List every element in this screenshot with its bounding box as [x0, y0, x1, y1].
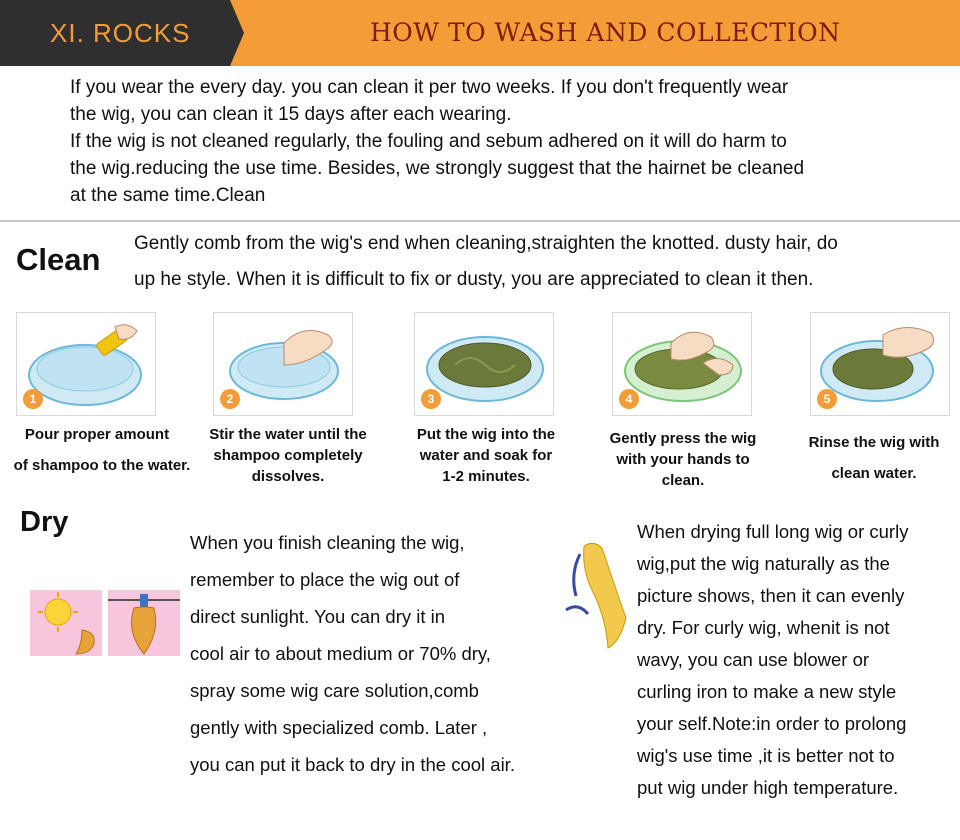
step-5-image [810, 312, 950, 416]
dry-right-line: picture shows, then it can evenly [637, 585, 905, 606]
dry-left-line: direct sunlight. You can dry it in [190, 606, 446, 627]
step-1-label-line: of shampoo to the water. [13, 457, 191, 474]
dry-left-line: spray some wig care solution,comb [190, 680, 479, 701]
intro-line: at the same time.Clean [70, 185, 266, 206]
intro-line: If the wig is not cleaned regularly, the fouling and sebum adhered on it will do harm to [70, 131, 787, 152]
dry-right-line: your self.Note:in order to prolong [637, 713, 907, 734]
step-2-label [188, 424, 388, 487]
step-2-image [213, 312, 353, 416]
step-2-label-line: dissolves. [251, 468, 325, 485]
step-4-label [583, 428, 783, 491]
step-4-badge: 4 [619, 389, 639, 409]
dry-left-line: When you finish cleaning the wig, [190, 532, 465, 553]
step-1-image [16, 312, 156, 416]
sun-and-hanging-wig-icon [30, 590, 180, 656]
dry-right-line: wavy, you can use blower or [637, 649, 870, 670]
dry-left-line: you can put it back to dry in the cool air. [190, 754, 515, 775]
step-5-label-line: Rinse the wig with [808, 434, 940, 451]
long-wig-illustration [560, 540, 630, 650]
step-2-label-line: Stir the water until the [209, 426, 367, 443]
brand-name: XI. ROCKS [50, 18, 191, 48]
step-2-badge: 2 [220, 389, 240, 409]
dry-right-line: wig's use time ,it is better not to [637, 745, 895, 766]
step-4-image [612, 312, 752, 416]
step-5-badge: 5 [817, 389, 837, 409]
step-4-label-line: Gently press the wig [609, 430, 757, 447]
dry-left-line: remember to place the wig out of [190, 569, 460, 590]
step-2-label-line: shampoo completely [213, 447, 363, 464]
dry-right-line: dry. For curly wig, whenit is not [637, 617, 890, 638]
dry-right-line: When drying full long wig or curly [637, 521, 909, 542]
step-3-label-line: 1-2 minutes. [442, 468, 530, 485]
step-1-badge: 1 [23, 389, 43, 409]
dry-right-line: curling iron to make a new style [637, 681, 897, 702]
clean-desc-line: up he style. When it is difficult to fix or dusty, you are appreciated to clean it then. [134, 269, 814, 290]
step-1-label [2, 424, 202, 476]
clean-description [134, 226, 934, 298]
step-5-label [774, 432, 960, 484]
step-3-label-line: Put the wig into the [416, 426, 556, 443]
header-banner [0, 0, 960, 66]
dry-left-text [190, 524, 570, 783]
page-title: HOW TO WASH AND COLLECTION [370, 18, 841, 47]
step-4-label-line: clean. [661, 472, 705, 489]
dry-right-text [637, 516, 953, 804]
divider [0, 220, 960, 222]
intro-line: the wig.reducing the use time. Besides, we strongly suggest that the hairnet be cleaned [70, 158, 805, 179]
brand-arrow [230, 0, 244, 66]
step-3-badge: 3 [421, 389, 441, 409]
clean-heading: Clean [16, 242, 101, 277]
dry-left-line: gently with specialized comb. Later , [190, 717, 488, 738]
intro-text [70, 74, 940, 209]
long-wig-icon [560, 540, 630, 650]
step-4-label-line: with your hands to [616, 451, 750, 468]
step-3-label-line: water and soak for [419, 447, 553, 464]
dry-left-line: cool air to about medium or 70% dry, [190, 643, 491, 664]
clean-desc-line: Gently comb from the wig's end when cleaning,straighten the knotted. dusty hair, do [134, 233, 838, 254]
dry-right-line: put wig under high temperature. [637, 777, 899, 798]
dry-heading: Dry [20, 506, 69, 538]
step-5-label-line: clean water. [831, 465, 917, 482]
dry-right-line: wig,put the wig naturally as the [637, 553, 890, 574]
step-3-image [414, 312, 554, 416]
intro-line: the wig, you can clean it 15 days after each wearing. [70, 104, 512, 125]
step-1-label-line: Pour proper amount [24, 426, 170, 443]
dry-illustrations [30, 590, 180, 656]
intro-line: If you wear the every day. you can clean it per two weeks. If you don't frequently wear [70, 77, 789, 98]
step-3-label [386, 424, 586, 487]
